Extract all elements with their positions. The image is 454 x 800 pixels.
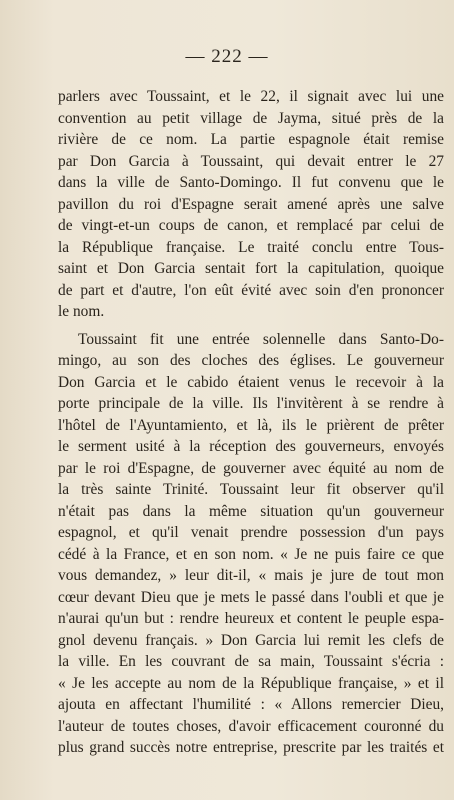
text-line: le serment usité à la réception des gouverneurs, envoyés <box>58 438 444 455</box>
text-line: Don Garcia et le cabido étaient venus le recevoir à la <box>58 373 444 391</box>
text-line: par Don Garcia à Toussaint, qui devait entrer le 27 <box>58 152 444 170</box>
text-line: rivière de ce nom. La partie espagnole était remise <box>58 131 444 148</box>
body-text <box>58 86 444 759</box>
text-line: gnol devenu français. » Don Garcia lui remit les clefs de <box>58 631 444 649</box>
text-line: « Je les accepte au nom de la République française, » et il <box>58 674 444 692</box>
text-line: l'auteur de toutes choses, d'avoir efficacement couronné du <box>58 717 444 735</box>
text-line: n'était pas dans la même situation qu'un gouverneur <box>58 502 444 520</box>
text-line: l'hôtel de l'Ayuntamiento, et là, ils le prièrent de prêter <box>58 416 444 434</box>
text-line: plus grand succès notre entreprise, prescrite par les traités et <box>58 739 444 756</box>
text-line: mingo, au son des cloches des églises. Le gouverneur <box>58 352 444 369</box>
text-line: la ville. En les couvrant de sa main, Toussaint s'écria : <box>58 653 444 670</box>
text-line: n'aurai qu'un but : rendre heureux et content le peuple espa- <box>58 610 444 627</box>
text-line: porte principale de la ville. Ils l'invitèrent à se rendre à <box>58 395 444 412</box>
text-line: saint et Don Garcia sentait fort la capitulation, quoique <box>58 260 444 277</box>
text-line: parlers avec Toussaint, et le 22, il signait avec lui une <box>58 88 444 105</box>
page-number: — 222 — <box>185 46 269 67</box>
text-line: cédé à la France, et en son nom. « Je ne puis faire ce que <box>58 545 444 563</box>
text-line: Toussaint fit une entrée solennelle dans Santo-Do- <box>78 330 444 348</box>
paragraph-1 <box>58 86 444 323</box>
text-line: de vingt-et-un coups de canon, et remplacé par celui de <box>58 217 444 234</box>
paragraph-2 <box>58 329 444 759</box>
text-line: cœur devant Dieu que je mets le passé dans l'oubli et que je <box>58 588 444 606</box>
text-line: espagnol, et qu'il venait prendre possession d'un pays <box>58 524 444 541</box>
text-line: le nom. <box>58 303 105 320</box>
text-line: convention au petit village de Jayma, situé près de la <box>58 109 444 127</box>
text-line: vous demandez, » leur dit-il, « mais je jure de tout mon <box>58 567 444 584</box>
text-line: la très sainte Trinité. Toussaint leur fit observer qu'il <box>58 481 444 498</box>
text-line: ajouta en affectant l'humilité : « Allons remercier Dieu, <box>58 696 444 713</box>
text-line: de part et d'autre, l'on eût évité avec soin d'en prononcer <box>58 281 444 299</box>
text-line: pavillon du roi d'Espagne serait amené après une salve <box>58 195 444 213</box>
text-line: la République française. Le traité conclu entre Tous- <box>58 238 444 256</box>
text-line: par le roi d'Espagne, de gouverner avec équité au nom de <box>58 459 444 477</box>
text-line: dans la ville de Santo-Domingo. Il fut convenu que le <box>58 174 444 191</box>
